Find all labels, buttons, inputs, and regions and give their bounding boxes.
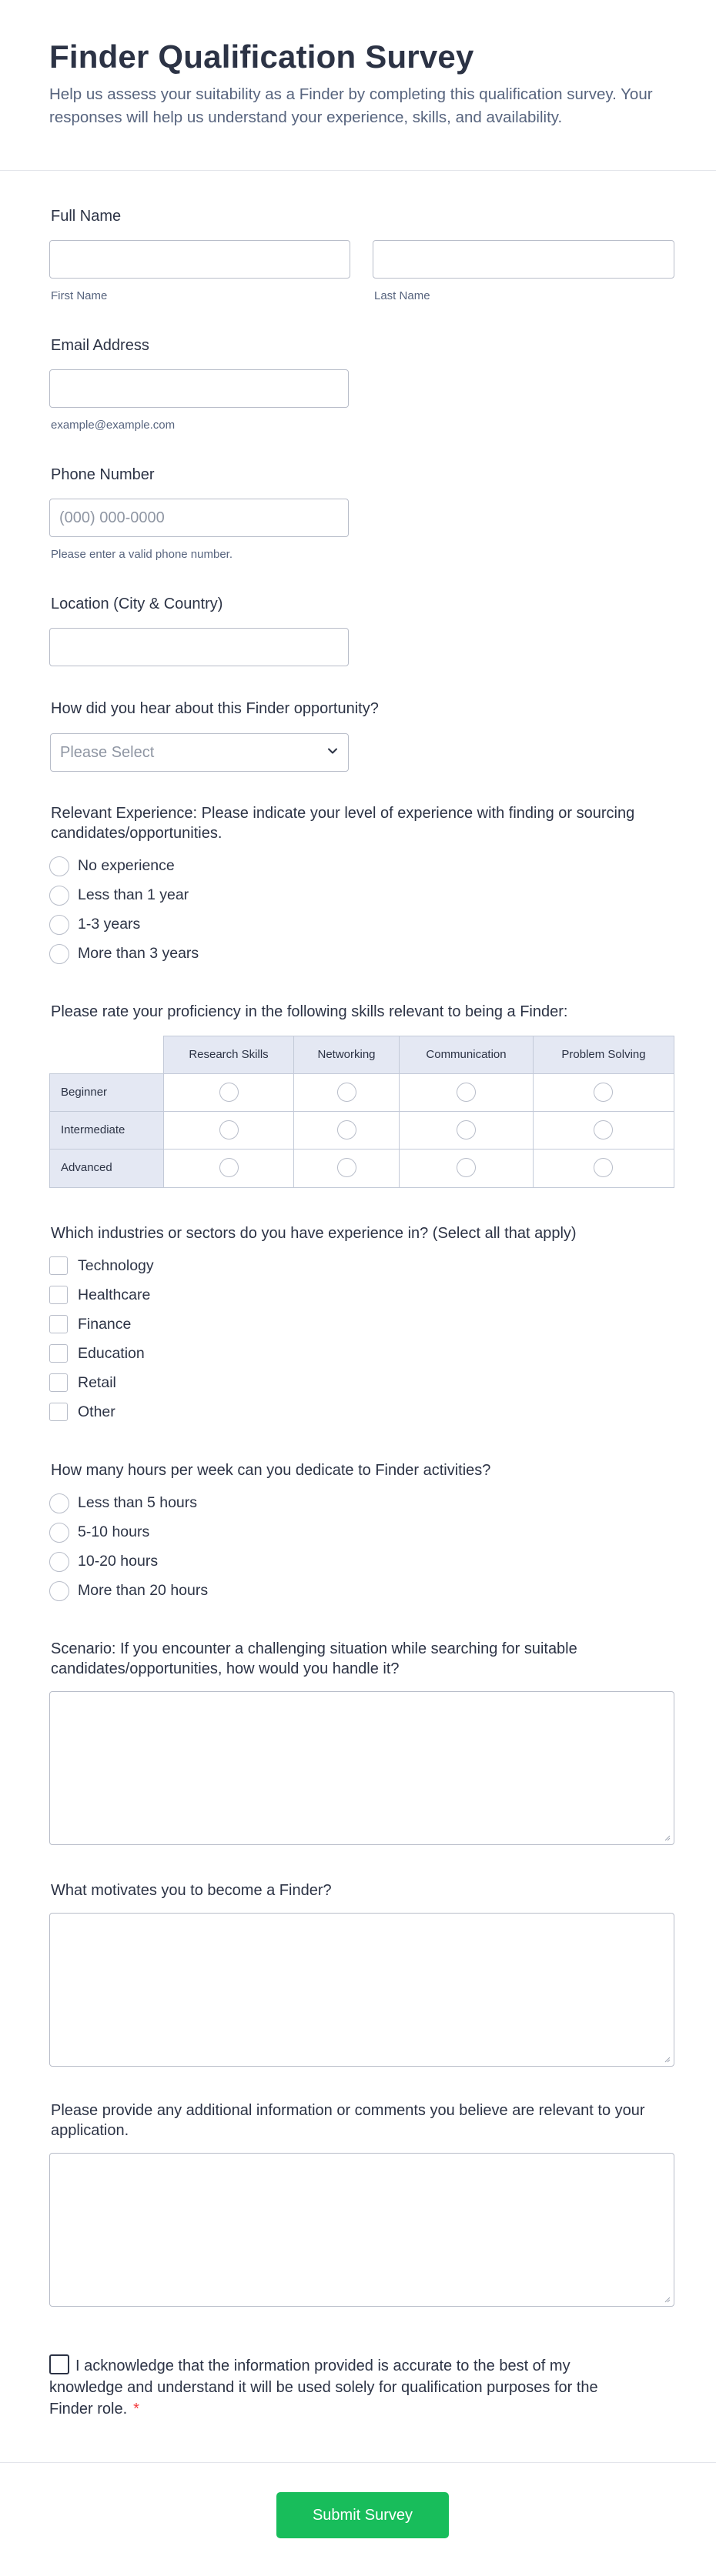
matrix-cell bbox=[399, 1149, 534, 1188]
checkbox[interactable] bbox=[49, 1315, 68, 1333]
checkbox[interactable] bbox=[49, 1373, 68, 1392]
matrix-cell bbox=[163, 1111, 294, 1150]
form-header bbox=[0, 0, 716, 171]
first-name-sublabel: First Name bbox=[51, 289, 108, 302]
matrix-cell bbox=[533, 1073, 674, 1112]
matrix-column-header: Communication bbox=[399, 1036, 534, 1074]
matrix-radio[interactable] bbox=[457, 1083, 476, 1102]
resize-grip-icon[interactable] bbox=[663, 1834, 671, 1841]
option-label: 5-10 hours bbox=[78, 1523, 150, 1540]
skills-label: Please rate your proficiency in the following skills relevant to being a Finder: bbox=[51, 1003, 568, 1020]
acknowledgement bbox=[49, 2354, 604, 2420]
matrix-radio[interactable] bbox=[337, 1158, 356, 1177]
radio-button[interactable] bbox=[49, 1523, 69, 1543]
phone-label: Phone Number bbox=[51, 466, 155, 483]
additional-label: Please provide any additional information or comments you believe are relevant to your application. bbox=[51, 2102, 645, 2139]
location-label: Location (City & Country) bbox=[51, 596, 223, 612]
industries-label: Which industries or sectors do you have experience in? (Select all that apply) bbox=[51, 1225, 577, 1242]
matrix-radio[interactable] bbox=[594, 1158, 613, 1177]
option-label: 1-3 years bbox=[78, 916, 141, 933]
resize-grip-icon[interactable] bbox=[663, 2055, 671, 2063]
resize-grip-icon[interactable] bbox=[663, 2295, 671, 2303]
checkbox[interactable] bbox=[49, 1286, 68, 1304]
scenario-textarea[interactable] bbox=[49, 1691, 674, 1845]
chevron-down-icon bbox=[325, 743, 340, 759]
acknowledgement-text: I acknowledge that the information provided is accurate to the best of my knowledge and understand it will be used solely for qualification purposes for the Finder role. bbox=[49, 2357, 598, 2418]
option-label: More than 20 hours bbox=[78, 1582, 209, 1599]
required-mark: * bbox=[133, 2401, 139, 2418]
email-label: Email Address bbox=[51, 337, 149, 354]
skills-matrix bbox=[49, 1036, 674, 1188]
radio-button[interactable] bbox=[49, 1493, 69, 1513]
matrix-cell bbox=[293, 1111, 400, 1150]
matrix-radio[interactable] bbox=[457, 1120, 476, 1140]
email-input[interactable] bbox=[49, 369, 349, 408]
acknowledgement-checkbox[interactable] bbox=[49, 2354, 69, 2374]
option-label: 10-20 hours bbox=[78, 1553, 159, 1570]
matrix-radio[interactable] bbox=[337, 1083, 356, 1102]
source-label: How did you hear about this Finder opportunity? bbox=[51, 700, 379, 717]
matrix-row-header: Advanced bbox=[49, 1149, 164, 1188]
matrix-cell bbox=[293, 1073, 400, 1112]
option-label: Other bbox=[78, 1403, 115, 1420]
matrix-radio[interactable] bbox=[594, 1120, 613, 1140]
radio-button[interactable] bbox=[49, 944, 69, 964]
last-name-input[interactable] bbox=[373, 240, 674, 279]
option-label: Less than 5 hours bbox=[78, 1494, 198, 1511]
matrix-radio[interactable] bbox=[337, 1120, 356, 1140]
checkbox[interactable] bbox=[49, 1256, 68, 1275]
matrix-radio[interactable] bbox=[594, 1083, 613, 1102]
matrix-cell bbox=[163, 1073, 294, 1112]
checkbox[interactable] bbox=[49, 1403, 68, 1421]
option-label: Education bbox=[78, 1345, 145, 1362]
matrix-radio[interactable] bbox=[219, 1083, 239, 1102]
last-name-sublabel: Last Name bbox=[374, 289, 430, 302]
form-description: Help us assess your suitability as a Finder by completing this qualification survey. Your responses will help us understand your experience, skills, and availability. bbox=[49, 85, 653, 126]
option-label: No experience bbox=[78, 857, 175, 874]
option-label: Healthcare bbox=[78, 1286, 151, 1303]
first-name-input[interactable] bbox=[49, 240, 350, 279]
matrix-radio[interactable] bbox=[219, 1158, 239, 1177]
matrix-radio[interactable] bbox=[457, 1158, 476, 1177]
option-label: Retail bbox=[78, 1374, 116, 1391]
hours-label: How many hours per week can you dedicate to Finder activities? bbox=[51, 1462, 491, 1479]
source-select[interactable] bbox=[50, 733, 349, 772]
form-footer bbox=[0, 2462, 716, 2576]
phone-input[interactable] bbox=[49, 499, 349, 537]
additional-textarea[interactable] bbox=[49, 2153, 674, 2307]
form-title: Finder Qualification Survey bbox=[49, 38, 474, 75]
motivation-textarea[interactable] bbox=[49, 1913, 674, 2067]
matrix-cell bbox=[399, 1073, 534, 1112]
matrix-cell bbox=[399, 1111, 534, 1150]
radio-button[interactable] bbox=[49, 915, 69, 935]
matrix-column-header: Problem Solving bbox=[533, 1036, 674, 1074]
phone-placeholder: (000) 000-0000 bbox=[59, 509, 165, 526]
option-label: Less than 1 year bbox=[78, 886, 189, 903]
source-placeholder: Please Select bbox=[60, 744, 155, 761]
matrix-row-header: Intermediate bbox=[49, 1111, 164, 1150]
matrix-radio[interactable] bbox=[219, 1120, 239, 1140]
matrix-row-header: Beginner bbox=[49, 1073, 164, 1112]
checkbox[interactable] bbox=[49, 1344, 68, 1363]
matrix-column-header: Networking bbox=[293, 1036, 400, 1074]
matrix-cell bbox=[163, 1149, 294, 1188]
full-name-label: Full Name bbox=[51, 208, 122, 225]
option-label: Technology bbox=[78, 1257, 154, 1274]
location-input[interactable] bbox=[49, 628, 349, 666]
option-label: Finance bbox=[78, 1316, 132, 1333]
experience-label: Relevant Experience: Please indicate your level of experience with finding or sourcing candidates/opportunities. bbox=[51, 805, 635, 842]
scenario-label: Scenario: If you encounter a challenging situation while searching for suitable candidates/opportunities, how would you handle it? bbox=[51, 1640, 577, 1677]
radio-button[interactable] bbox=[49, 886, 69, 906]
radio-button[interactable] bbox=[49, 856, 69, 876]
email-sublabel: example@example.com bbox=[51, 419, 176, 432]
option-label: More than 3 years bbox=[78, 945, 199, 962]
matrix-cell bbox=[293, 1149, 400, 1188]
radio-button[interactable] bbox=[49, 1581, 69, 1601]
matrix-cell bbox=[533, 1149, 674, 1188]
matrix-cell bbox=[533, 1111, 674, 1150]
motivation-label: What motivates you to become a Finder? bbox=[51, 1882, 332, 1899]
submit-button[interactable]: Submit Survey bbox=[276, 2492, 449, 2538]
phone-sublabel: Please enter a valid phone number. bbox=[51, 548, 233, 561]
radio-button[interactable] bbox=[49, 1552, 69, 1572]
matrix-column-header: Research Skills bbox=[163, 1036, 294, 1074]
